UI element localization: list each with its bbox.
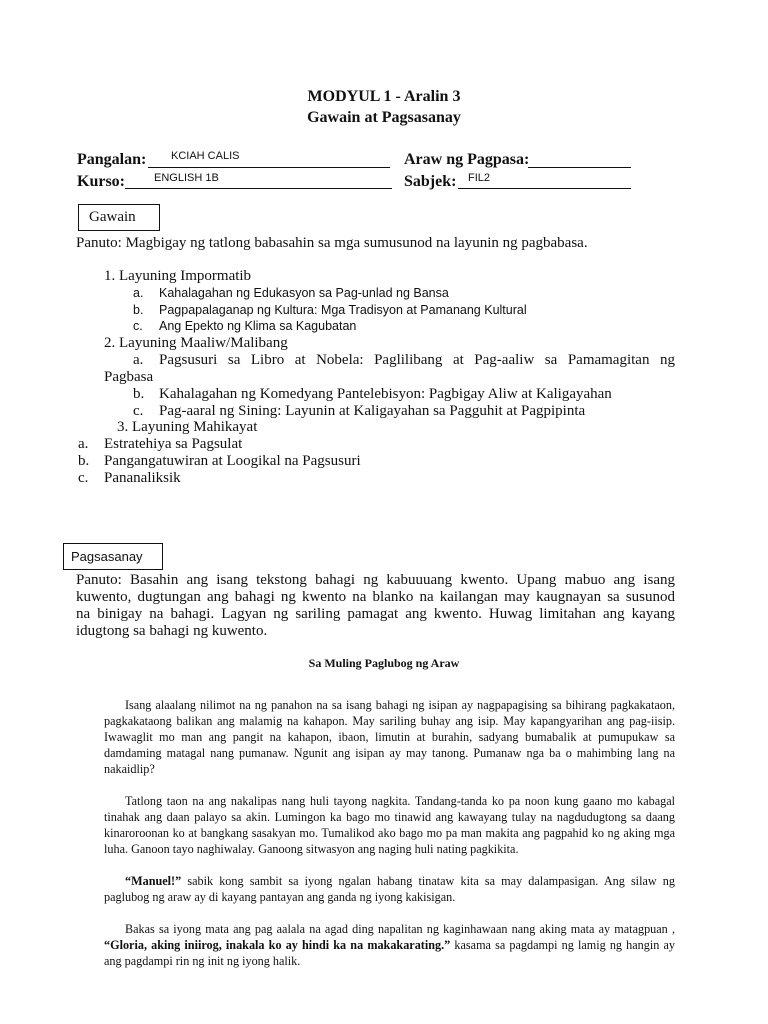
story-body [104, 697, 675, 969]
module-subtitle: Gawain at Pagsasanay [307, 109, 461, 126]
list-item: Pag-aaral ng Sining: Layunin at Kaligayahan sa Pagguhit at Pagpipinta [159, 403, 586, 419]
list-heading-entertain: 2. Layuning Maaliw/Malibang [104, 335, 288, 351]
list-marker: b. [133, 386, 145, 402]
list-marker: a. [78, 436, 89, 452]
due-date-label: Araw ng Pagpasa: [404, 151, 530, 168]
instruction-line: kuwento, dugtungan ang bahagi ng kwento na blanko na kailangan may kaugnayan sa susunod [76, 589, 675, 605]
list-marker: b. [133, 303, 144, 317]
list-marker: a. [133, 286, 144, 300]
list-item: Ang Epekto ng Klima sa Kagubatan [159, 319, 357, 333]
story-paragraph-3 [104, 873, 675, 905]
story-title: Sa Muling Paglubog ng Araw [308, 656, 460, 670]
course-field-line[interactable] [125, 188, 392, 189]
course-value[interactable]: ENGLISH 1B [154, 172, 219, 184]
dialogue-manuel: “Manuel!” [125, 874, 182, 888]
pagsasanay-heading: Pagsasanay [71, 549, 143, 564]
story-paragraph-1: Isang alaalang nilimot na ng panahon na sa isang bahagi ng isipan ay nagpapagising sa bihirang pagkakataon, pagkakataong balikan ang malamig na kahapon. May sariling buhay ang isip. May kapangyarihan ang pag-iisip. Iwawaglit mo man ang pangit na kahapon, ibaon, limutin at burahin, sadyang bumabalik at pumupukaw sa damdaming matagal nang pumanaw. Ngunit ang isipan ay may tanong. Pumanaw nga ba o mahimbing lang na nakaidlip? [104, 698, 675, 776]
list-marker: b. [78, 453, 90, 469]
list-heading-persuade: 3. Layuning Mahikayat [117, 419, 258, 435]
list-item: Pagsusuri sa Libro at Nobela: Paglilibang at Pag-aaliw sa Pamamagitan ng [159, 352, 675, 368]
instruction-line: idugtong sa bahagi ng kuwento. [76, 623, 268, 639]
name-field-line[interactable] [148, 167, 390, 168]
course-label: Kurso: [77, 173, 125, 190]
list-heading-informative: 1. Layuning Impormatib [104, 268, 252, 284]
gawain-instruction: Panuto: Magbigay ng tatlong babasahin sa mga sumusunod na layunin ng pagbabasa. [76, 235, 588, 251]
story-paragraph-4 [104, 921, 675, 969]
list-marker: c. [78, 470, 89, 486]
list-marker: c. [133, 319, 143, 333]
pagsasanay-heading-box [63, 543, 163, 570]
name-value[interactable]: KCIAH CALIS [171, 150, 240, 162]
gawain-heading-box [78, 204, 160, 231]
subject-field-line[interactable] [458, 188, 631, 189]
story-text: sabik kong sambit sa iyong ngalan habang tinataw kita sa may dalampasigan. Ang silaw ng paglubog ng araw ay di kayang pantayan ang ganda ng iyong kakisigan. [104, 874, 675, 904]
list-marker: c. [133, 403, 144, 419]
subject-label: Sabjek: [404, 173, 457, 190]
list-marker: a. [133, 352, 144, 368]
list-item: Kahalagahan ng Komedyang Pantelebisyon: Pagbigay Aliw at Kaligayahan [159, 386, 612, 402]
list-item: Pananaliksik [104, 470, 181, 486]
dialogue-gloria: “Gloria, aking iniirog, inakala ko ay hindi ka na makakarating.” [104, 938, 451, 952]
instruction-line: na binigay na bahagi. Lagyan ng sariling pamagat ang kwento. Huwag limitahan ang kayang [76, 606, 675, 622]
instruction-line: Panuto: Basahin ang isang tekstong bahagi ng kabuuuang kwento. Upang mabuo ang isang [76, 572, 675, 588]
story-text: Bakas sa iyong mata ang pag aalala na agad ding napalitan ng kaginhawaan nang aking mata ay matagpuan , [125, 922, 675, 936]
gawain-heading: Gawain [89, 209, 136, 225]
list-item: Kahalagahan ng Edukasyon sa Pag-unlad ng Bansa [159, 286, 449, 300]
due-date-field-line[interactable] [528, 167, 631, 168]
list-item: Pagpapalaganap ng Kultura: Mga Tradisyon at Pamanang Kultural [159, 303, 527, 317]
story-paragraph-2: Tatlong taon na ang nakalipas nang huli tayong nagkita. Tandang-tanda ko pa noon kung gaano mo kabagal tinahak ang daan palayo sa akin. Lumingon ka bago mo tinawid ang kawayang tulay na nagdudugtong sa daang kinaroroonan ko at bangkang sasakyan mo. Tumalikod ako bago mo pa man makita ang pagpahid ko ng aking mga luha. Ganoon tayo naghiwalay. Ganoong sitwasyon ang naging huli nating pagkikita. [104, 794, 675, 856]
module-title: MODYUL 1 - Aralin 3 [307, 88, 461, 105]
list-item: Pangangatuwiran at Loogikal na Pagsusuri [104, 453, 361, 469]
pagsasanay-instruction [76, 572, 675, 640]
list-item-continuation: Pagbasa [104, 369, 154, 385]
list-item: Estratehiya sa Pagsulat [104, 436, 243, 452]
subject-value[interactable]: FIL2 [468, 172, 491, 184]
story-text: kasama sa pagdampi ng lamig ng hangin ay ang pagdampi rin ng init ng iyong halik. [104, 938, 675, 968]
name-label: Pangalan: [77, 151, 147, 168]
